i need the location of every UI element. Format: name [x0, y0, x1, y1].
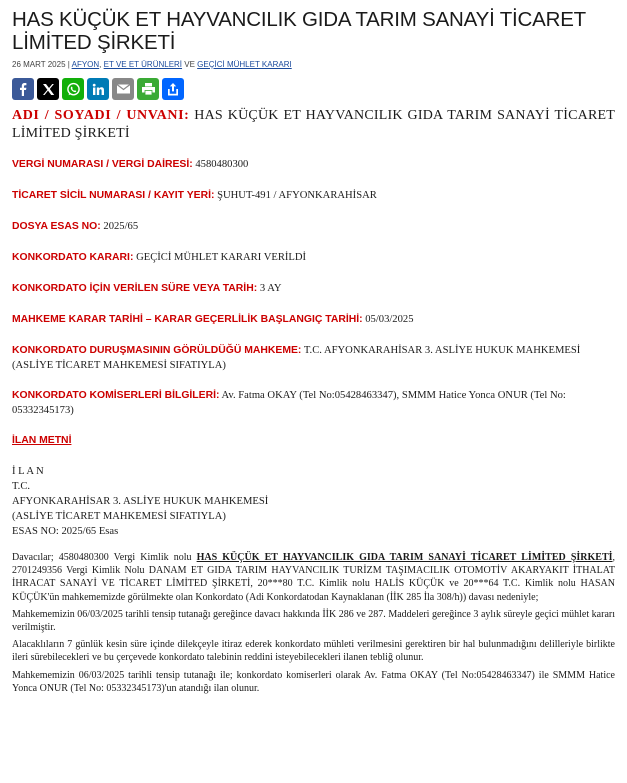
dosya-value: 2025/65 [103, 221, 139, 232]
komiser-label: KONKORDATO KOMİSERLERİ BİLGİLERİ: [12, 390, 220, 401]
title-line-1: HAS KÜÇÜK ET HAYVANCILIK GIDA TARIM SANAYİ TİCARET [12, 8, 586, 31]
vergi-value: 4580480300 [195, 159, 249, 170]
sure-value: 3 AY [259, 283, 282, 294]
komiser-value-2: 05332345173) [12, 405, 74, 416]
p1-details: , 2701249356 Vergi Kimlik Nolu DANAM ET GIDA TARIM HAYVANCILIK TURİZM TAŞIMACILIK OTOMOTİV AKARYAKIT İTHALAT İHRACAT SANAYİ VE TİCARET LİMİTED ŞİRKETİ, 20***80 T.C. Kimlik nolu HALİS KÜÇÜK ve 20***64 T.C. Kimlik nolu HASAN KÜÇÜK'ün mahkememizde görülmekte olan Konkordato (Adi Konkordatodan Kaynaklanan (İİK 285 İla 308/h)) davası nedeniyle; [12, 552, 616, 603]
publish-date: 26 MART 2025 [12, 60, 66, 69]
notice-paragraph-1 [12, 551, 615, 604]
vergi-field [12, 157, 615, 172]
meta-separator: | [67, 60, 70, 69]
ilan-metni-heading-row [12, 433, 615, 448]
sicil-value: ŞUHUT-491 / AFYONKARAHİSAR [217, 190, 377, 201]
linkedin-share-icon[interactable] [87, 78, 109, 100]
sure-field [12, 281, 615, 296]
unvan-label: ADI / SOYADI / UNVANI: [12, 108, 190, 123]
print-share-icon[interactable] [137, 78, 159, 100]
article-meta [12, 60, 615, 69]
category-link-afyon[interactable]: AFYON [71, 60, 100, 69]
sicil-label: TİCARET SİCİL NUMARASI / KAYIT YERİ: [12, 190, 215, 201]
ilan-metni-heading: İLAN METNİ [12, 435, 72, 446]
x-share-icon[interactable] [37, 78, 59, 100]
p1-company: HAS KÜÇÜK ET HAYVANCILIK GIDA TARIM SANAYİ TİCARET LİMİTED ŞİRKETİ [196, 552, 613, 563]
mahkeme-value-2: (ASLİYE TİCARET MAHKEMESİ SIFATIYLA) [12, 360, 226, 371]
karar-label: KONKORDATO KARARI: [12, 252, 134, 263]
vergi-label: VERGİ NUMARASI / VERGİ DAİRESİ: [12, 159, 193, 170]
tarih-label: MAHKEME KARAR TARİHİ – KARAR GEÇERLİLİK BAŞLANGIÇ TARİHİ: [12, 314, 363, 325]
notice-title: İ L A N [12, 466, 44, 477]
karar-value: GEÇİCİ MÜHLET KARARI VERİLDİ [136, 252, 307, 263]
notice-paragraph-2: Mahkememizin 06/03/2025 tarihli tensip tutanağı gereğince davacı hakkında İİK 286 ve 287. Maddeleri gereğince 3 aylık süreyle geçici mühlet kararı verilmiştir. [12, 608, 615, 634]
komiser-field [12, 388, 615, 418]
komiser-value-1: Av. Fatma OKAY (Tel No:05428463347), SMMM Hatice Yonca ONUR (Tel No: [221, 390, 566, 401]
notice-court: AFYONKARAHİSAR 3. ASLİYE HUKUK MAHKEMESİ [12, 496, 269, 507]
category-link-et-urunleri[interactable]: ET VE ET ÜRÜNLERİ [103, 60, 183, 69]
dosya-label: DOSYA ESAS NO: [12, 221, 101, 232]
karar-field [12, 250, 615, 265]
title-line-2: LİMİTED ŞİRKETİ [12, 31, 176, 54]
unvan-value: HAS KÜÇÜK ET HAYVANCILIK GIDA TARIM SANAYİ TİCARET LİMİTED ŞİRKETİ [12, 108, 615, 141]
article-title [12, 8, 615, 54]
tarih-field [12, 312, 615, 327]
mahkeme-field [12, 343, 615, 373]
sure-label: KONKORDATO İÇİN VERİLEN SÜRE VEYA TARİH: [12, 283, 258, 294]
category-comma: , [99, 60, 102, 69]
mahkeme-value-1: T.C. AFYONKARAHİSAR 3. ASLİYE HUKUK MAHKEMESİ [303, 345, 581, 356]
notice-header [12, 464, 615, 539]
share-icon[interactable] [162, 78, 184, 100]
notice-paragraph-3: Alacaklıların 7 günlük kesin süre içinde dilekçeyle itiraz ederek konkordato mühleti verilmesini gerektiren bir hal bulunmadığını delilleriyle birlikte ileri sürebilecekleri ve bu çerçevede konkordato talebinin reddini isteyebilecekleri ilanen tebliğ olunur. [12, 639, 615, 664]
notice-paragraph-4: Mahkememizin 06/03/2025 tarihli tensip tutanağı ile; konkordato komiserleri olarak Av. Fatma OKAY (Tel No:05428463347) ile SMMM Hatice Yonca ONUR (Tel No: 05332345173)'un atandığı ilan olunur. [12, 669, 615, 694]
facebook-share-icon[interactable] [12, 78, 34, 100]
category-link-gecici-muhlet[interactable]: GEÇİCİ MÜHLET KARARI [197, 60, 292, 69]
dosya-field [12, 219, 615, 234]
unvan-field [12, 107, 615, 142]
notice-esas-no: ESAS NO: 2025/65 Esas [12, 526, 119, 537]
p1-intro: Davacılar; 4580480300 Vergi Kimlik nolu [12, 552, 192, 563]
whatsapp-share-icon[interactable] [62, 78, 84, 100]
tarih-value: 05/03/2025 [365, 314, 414, 325]
email-share-icon[interactable] [112, 78, 134, 100]
share-bar [12, 78, 615, 100]
notice-court-capacity: (ASLİYE TİCARET MAHKEMESİ SIFATIYLA) [12, 511, 226, 522]
category-conjunction: VE [184, 60, 195, 69]
mahkeme-label: KONKORDATO DURUŞMASININ GÖRÜLDÜĞÜ MAHKEME: [12, 345, 302, 356]
notice-tc: T.C. [12, 481, 31, 492]
sicil-field [12, 188, 615, 203]
notice-body [12, 551, 615, 695]
